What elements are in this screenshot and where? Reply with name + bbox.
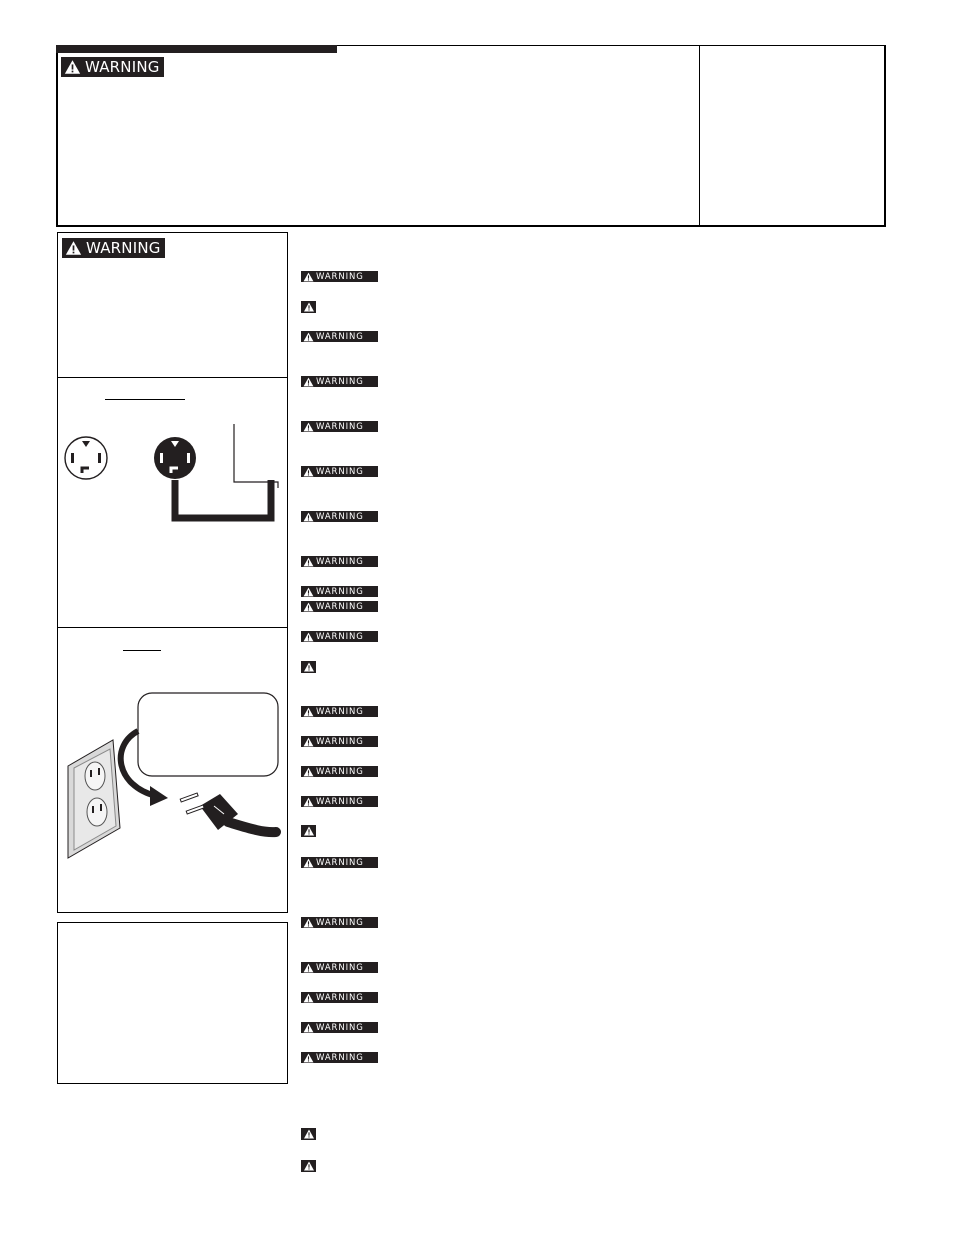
top-warning-badge bbox=[61, 57, 164, 77]
warning-label-small: WARNING bbox=[316, 331, 364, 342]
warning-triangle-icon bbox=[303, 826, 315, 836]
warning-badge-small bbox=[301, 766, 378, 777]
outlet-diagram bbox=[58, 628, 287, 912]
warning-label-small: WARNING bbox=[316, 556, 364, 567]
four-prong-receptacle-icon bbox=[65, 437, 107, 479]
warning-triangle-badge bbox=[301, 301, 316, 313]
warning-triangle-icon bbox=[64, 59, 81, 75]
warning-triangle-badge bbox=[301, 661, 316, 673]
warning-triangle-icon bbox=[303, 767, 314, 777]
warning-badge-small bbox=[301, 586, 378, 597]
receptacle-diagram-box bbox=[57, 377, 288, 628]
warning-badge-small bbox=[301, 271, 378, 282]
warning-badge-small bbox=[301, 962, 378, 973]
warning-label-small: WARNING bbox=[316, 1052, 364, 1063]
three-prong-plug-icon bbox=[180, 793, 276, 832]
warning-triangle-badge bbox=[301, 825, 316, 837]
warning-label-small: WARNING bbox=[316, 466, 364, 477]
warning-badge-small bbox=[301, 736, 378, 747]
warning-label-small: WARNING bbox=[316, 586, 364, 597]
warning-badge-small bbox=[301, 466, 378, 477]
warning-badge-small bbox=[301, 331, 378, 342]
warning-label-small: WARNING bbox=[316, 796, 364, 807]
warning-triangle-icon bbox=[303, 993, 314, 1003]
callout-bubble bbox=[138, 693, 278, 776]
warning-badge-small bbox=[301, 706, 378, 717]
warning-triangle-icon bbox=[303, 557, 314, 567]
warning-triangle-icon bbox=[303, 918, 314, 928]
warning-badge-small bbox=[301, 601, 378, 612]
warning-label-small: WARNING bbox=[316, 917, 364, 928]
outlet-diagram-box bbox=[57, 627, 288, 913]
warning-triangle-icon bbox=[303, 422, 314, 432]
warning-label: WARNING bbox=[85, 58, 160, 76]
warning-triangle-icon bbox=[303, 377, 314, 387]
top-box-divider bbox=[699, 46, 700, 226]
warning-badge-small bbox=[301, 917, 378, 928]
warning-triangle-icon bbox=[303, 797, 314, 807]
warning-triangle-icon bbox=[303, 662, 315, 672]
warning-label-small: WARNING bbox=[316, 736, 364, 747]
warning-badge-small bbox=[301, 1022, 378, 1033]
warning-badge-small bbox=[301, 511, 378, 522]
warning-label-small: WARNING bbox=[316, 992, 364, 1003]
warning-triangle-icon bbox=[303, 858, 314, 868]
warning-triangle-icon bbox=[303, 707, 314, 717]
warning-label-small: WARNING bbox=[316, 706, 364, 717]
warning-label-small: WARNING bbox=[316, 962, 364, 973]
warning-triangle-icon bbox=[303, 332, 314, 342]
warning-badge-small bbox=[301, 1052, 378, 1063]
warning-badge-small bbox=[301, 992, 378, 1003]
warning-label-small: WARNING bbox=[316, 1022, 364, 1033]
warning-badge-small bbox=[301, 421, 378, 432]
warning-triangle-icon bbox=[303, 1023, 314, 1033]
grounded-receptacle-icon bbox=[154, 424, 278, 518]
warning-label-small: WARNING bbox=[316, 376, 364, 387]
warning-triangle-icon bbox=[303, 963, 314, 973]
warning-triangle-icon bbox=[303, 602, 314, 612]
warning-badge-small bbox=[301, 796, 378, 807]
wall-outlet-icon bbox=[68, 740, 120, 858]
warning-label-small: WARNING bbox=[316, 271, 364, 282]
warning-badge-small bbox=[301, 556, 378, 567]
warning-triangle-icon bbox=[303, 512, 314, 522]
warning-triangle-icon bbox=[303, 302, 315, 312]
warning-badge-small bbox=[301, 631, 378, 642]
warning-triangle-icon bbox=[303, 467, 314, 477]
warning-triangle-icon bbox=[303, 1053, 314, 1063]
warning-badge-small bbox=[301, 857, 378, 868]
warning-label-small: WARNING bbox=[316, 766, 364, 777]
warning-label-small: WARNING bbox=[316, 631, 364, 642]
warning-label: WARNING bbox=[86, 239, 161, 257]
left-warning-box bbox=[57, 232, 288, 378]
warning-triangle-icon bbox=[303, 587, 314, 597]
warning-badge-small bbox=[301, 376, 378, 387]
warning-triangle-icon bbox=[65, 240, 82, 256]
top-warning-box bbox=[56, 45, 886, 227]
left-info-box bbox=[57, 922, 288, 1084]
warning-label-small: WARNING bbox=[316, 857, 364, 868]
warning-triangle-icon bbox=[303, 737, 314, 747]
warning-label-small: WARNING bbox=[316, 421, 364, 432]
warning-triangle-badge bbox=[301, 1160, 316, 1172]
top-accent-bar bbox=[56, 45, 337, 53]
warning-triangle-icon bbox=[303, 1161, 315, 1171]
warning-label-small: WARNING bbox=[316, 511, 364, 522]
warning-triangle-icon bbox=[303, 272, 314, 282]
warning-triangle-icon bbox=[303, 1129, 315, 1139]
left-warning-badge bbox=[62, 238, 165, 258]
warning-triangle-badge bbox=[301, 1128, 316, 1140]
receptacle-diagram bbox=[58, 378, 287, 627]
warning-label-small: WARNING bbox=[316, 601, 364, 612]
warning-triangle-icon bbox=[303, 632, 314, 642]
